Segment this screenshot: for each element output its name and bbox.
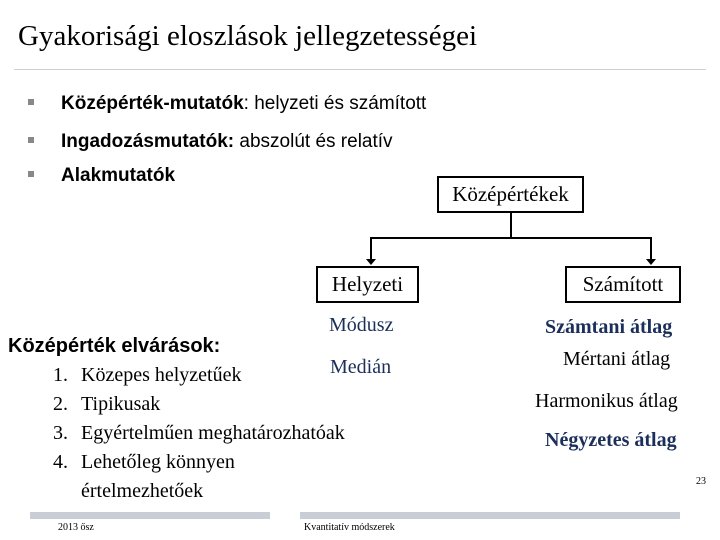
root-node: Középértékek xyxy=(437,176,584,213)
bullet-1-rest: : helyzeti és számított xyxy=(243,93,427,114)
requirements-block xyxy=(8,332,345,506)
bullet-1 xyxy=(28,93,426,115)
footer-course: Kvantitatív módszerek xyxy=(304,522,395,533)
title-divider xyxy=(14,69,706,70)
harmonikus-label: Harmonikus átlag xyxy=(535,390,678,412)
bullet-3-bold: Alakmutatók xyxy=(61,165,176,186)
szamitott-node: Számított xyxy=(565,266,681,303)
requirements-heading: Középérték elvárások: xyxy=(8,335,221,357)
bullet-marker-icon xyxy=(28,137,34,143)
page-number: 23 xyxy=(696,476,706,487)
bullet-marker-icon xyxy=(28,99,34,105)
list-item: 4. Lehetőleg könnyen értelmezhetőek xyxy=(73,448,281,506)
slide-title: Gyakorisági eloszlások jellegzetességei xyxy=(18,20,478,52)
bullet-3 xyxy=(28,165,175,187)
list-item: 2. Tipikusak xyxy=(73,390,345,419)
median-label: Medián xyxy=(330,356,392,378)
footer-bar-right xyxy=(300,512,680,519)
bullet-1-bold: Középérték-mutatók xyxy=(61,93,244,114)
list-item: 1. Közepes helyzetűek xyxy=(73,361,345,390)
bullet-2-rest: abszolút és relatív xyxy=(239,131,393,152)
helyzeti-node: Helyzeti xyxy=(316,266,419,303)
mertani-label: Mértani átlag xyxy=(563,348,671,370)
footer-bar-left xyxy=(30,512,270,519)
bullet-2 xyxy=(28,131,393,153)
requirements-list xyxy=(8,361,345,506)
bullet-2-bold: Ingadozásmutatók: xyxy=(61,131,240,152)
footer-date: 2013 ősz xyxy=(58,522,94,533)
modusz-label: Módusz xyxy=(329,314,394,336)
right-arrowhead-icon xyxy=(646,259,656,265)
negyzetes-label: Négyzetes átlag xyxy=(545,429,677,451)
szamtani-label: Számtani átlag xyxy=(545,316,673,338)
list-item: 3. Egyértelműen meghatározhatóak xyxy=(73,419,345,448)
root-connector xyxy=(510,211,512,238)
bullet-marker-icon xyxy=(28,171,34,177)
left-arrowhead-icon xyxy=(366,259,376,265)
branch-connector xyxy=(370,237,652,239)
